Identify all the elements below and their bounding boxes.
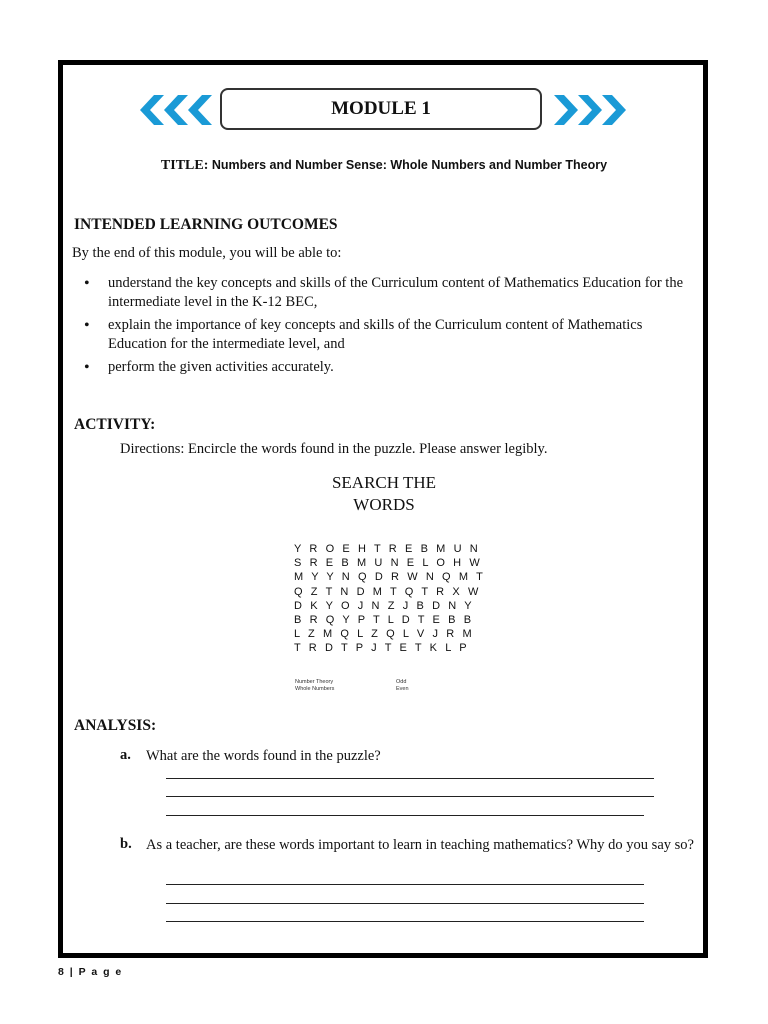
word-search-grid (294, 542, 485, 656)
answer-line[interactable] (166, 815, 644, 816)
answer-line[interactable] (166, 778, 654, 779)
list-item: • perform the given activities accurately. (84, 358, 704, 377)
word-list-item: Odd (396, 679, 407, 685)
activity-heading: ACTIVITY: (74, 416, 156, 433)
puzzle-title (0, 472, 768, 516)
word-list-item: Even (396, 685, 409, 692)
outcomes-list (84, 274, 704, 381)
title-lead: TITLE: (160, 158, 209, 173)
chevron-right-icon (550, 95, 626, 125)
grid-row: L Z M Q L Z Q L V J R M (294, 628, 475, 641)
grid-row: D K Y O J N Z J B D N Y (294, 599, 475, 612)
list-item: • understand the key concepts and skills of the Curriculum content of Mathematics Education for the intermediate level in the K-12 BEC, (84, 274, 704, 312)
word-list-col1 (295, 679, 334, 692)
outcomes-heading: INTENDED LEARNING OUTCOMES (74, 216, 338, 233)
answer-line[interactable] (166, 796, 654, 797)
grid-row: S R E B M U N E L O H W (294, 557, 483, 570)
activity-directions: Directions: Encircle the words found in the puzzle. Please answer legibly. (120, 441, 548, 457)
answer-line[interactable] (166, 921, 644, 922)
answer-line[interactable] (166, 884, 644, 885)
grid-row: Q Z T N D M T Q T R X W (294, 585, 481, 598)
puzzle-title-line: WORDS (353, 495, 415, 514)
list-item: • explain the importance of key concepts and skills of the Curriculum content of Mathematics Education for the intermediate level, and (84, 316, 704, 354)
puzzle-title-line: SEARCH THE (331, 473, 437, 492)
grid-row: T R D T P J T E T K L P (294, 642, 470, 655)
chevron-left-icon (140, 95, 216, 125)
title-text: Numbers and Number Sense: Whole Numbers and Number Theory (211, 158, 608, 172)
word-list-item: Whole Numbers (295, 685, 335, 692)
question-a-text: What are the words found in the puzzle? (146, 748, 381, 764)
answer-line[interactable] (166, 903, 644, 904)
module-header (140, 88, 626, 134)
module-subtitle (0, 158, 768, 174)
grid-row: M Y Y N Q D R W N Q M T (294, 571, 486, 584)
grid-row: B R Q Y P T L D T E B B (294, 614, 474, 627)
question-a-label: a. (120, 747, 131, 763)
word-list-col2 (396, 679, 409, 692)
analysis-heading: ANALYSIS: (74, 717, 157, 734)
question-b-text: As a teacher, are these words important to learn in teaching mathematics? Why do you say so? (146, 837, 694, 853)
word-list-item: Number Theory (295, 679, 334, 685)
module-title: MODULE 1 (220, 88, 542, 130)
page-number: 8 | P a g e (58, 966, 123, 978)
question-b-label: b. (120, 836, 132, 852)
outcomes-intro: By the end of this module, you will be able to: (72, 245, 342, 261)
grid-row: Y R O E H T R E B M U N (294, 543, 481, 555)
